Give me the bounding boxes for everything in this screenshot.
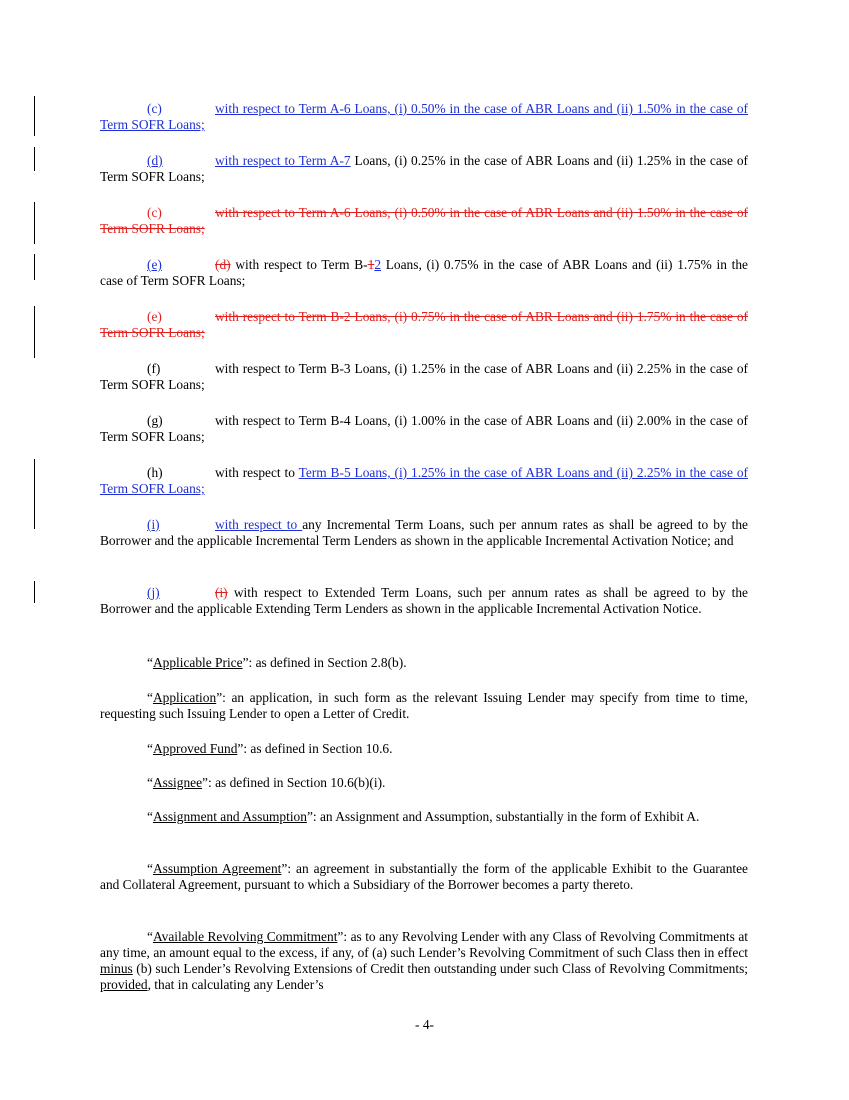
clause-j: (j) (i) with respect to Extended Term Loans, such per annum rates as shall be agreed to by the Borrower and the applicable Extending Term Lenders as shown in the applicable Incremental Activation Notice. bbox=[100, 585, 748, 616]
definition-applicable-price: “Applicable Price”: as defined in Section 2.8(b). bbox=[147, 655, 407, 670]
change-bar bbox=[34, 459, 35, 529]
definition-available-revolving-commitment: “Available Revolving Commitment”: as to any Revolving Lender with any Class of Revolving Commitments at any time, an amount equal to the excess, if any, of (a) such Lender’s Revolving Commitment of such Class then in effect minus (b) such Lender’s Revolving Extensions of Credit then outstanding under such Class of Revolving Commitments; provided, that in calculating any Lender’s bbox=[100, 929, 748, 992]
definition-assignment-and-assumption: “Assignment and Assumption”: an Assignment and Assumption, substantially in the form of Exhibit A. bbox=[147, 809, 700, 824]
change-bar bbox=[34, 96, 35, 136]
change-bar bbox=[34, 147, 35, 171]
clause-f: (f) with respect to Term B-3 Loans, (i) 1.25% in the case of ABR Loans and (ii) 2.25% in the case of Term SOFR Loans; bbox=[100, 361, 748, 392]
clause-i: (i) with respect to any Incremental Term Loans, such per annum rates as shall be agreed to by the Borrower and the applicable Incremental Term Lenders as shown in the applicable Incremental Activation Notice; and bbox=[100, 517, 749, 548]
definition-assumption-agreement: “Assumption Agreement”: an agreement in substantially the form of the applicable Exhibit to the Guarantee and Collateral Agreement, pursuant to which a Subsidiary of the Borrower becomes a party thereto. bbox=[100, 861, 749, 892]
definition-approved-fund: “Approved Fund”: as defined in Section 10.6. bbox=[147, 741, 393, 756]
clause-g: (g) with respect to Term B-4 Loans, (i) 1.00% in the case of ABR Loans and (ii) 2.00% in the case of Term SOFR Loans; bbox=[100, 413, 748, 444]
clause-e: (e) (d) with respect to Term B-12 Loans, (i) 0.75% in the case of ABR Loans and (ii) 1.75% in the case of Term SOFR Loans; bbox=[100, 257, 748, 288]
clause-d: (d) with respect to Term A-7 Loans, (i) 0.25% in the case of ABR Loans and (ii) 1.25% in the case of Term SOFR Loans; bbox=[100, 153, 748, 184]
clause-c-deleted: (c) with respect to Term A-6 Loans, (i) 0.50% in the case of ABR Loans and (ii) 1.50% in the case of Term SOFR Loans; bbox=[100, 205, 748, 236]
change-bar bbox=[34, 254, 35, 280]
definition-application: “Application”: an application, in such form as the relevant Issuing Lender may specify from time to time, requesting such Issuing Lender to open a Letter of Credit. bbox=[100, 690, 748, 721]
change-bar bbox=[34, 306, 35, 358]
clause-e-deleted: (e) with respect to Term B-2 Loans, (i) 0.75% in the case of ABR Loans and (ii) 1.75% in the case of Term SOFR Loans; bbox=[100, 309, 748, 340]
clause-c-inserted: (c) with respect to Term A-6 Loans, (i) 0.50% in the case of ABR Loans and (ii) 1.50% in the case of Term SOFR Loans; bbox=[100, 101, 748, 132]
clause-h: (h) with respect to Term B-5 Loans, (i) 1.25% in the case of ABR Loans and (ii) 2.25% in the case of Term SOFR Loans; bbox=[100, 465, 748, 496]
change-bar bbox=[34, 202, 35, 244]
page-number: - 4- bbox=[415, 1017, 434, 1032]
change-bar bbox=[34, 581, 35, 603]
definition-assignee: “Assignee”: as defined in Section 10.6(b)(i). bbox=[147, 775, 386, 790]
